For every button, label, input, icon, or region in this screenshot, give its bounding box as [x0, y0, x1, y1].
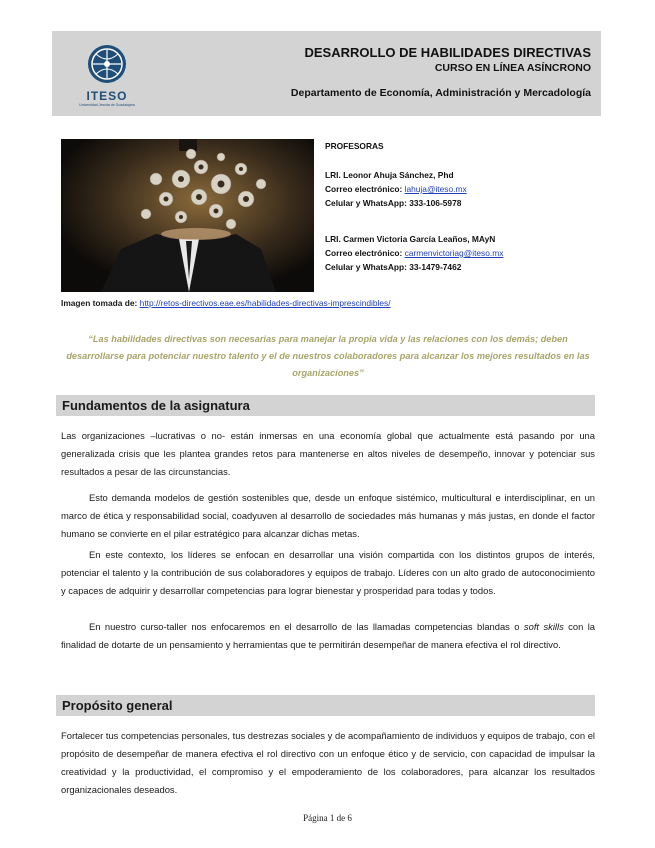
- image-source-link[interactable]: http://retos-directivos.eae.es/habilidades-directivas-imprescindibles/: [139, 298, 391, 308]
- professor-1-phone: 333-106-5978: [409, 198, 462, 208]
- image-caption: Imagen tomada de: http://retos-directivos.eae.es/habilidades-directivas-imprescindibles/: [61, 298, 391, 308]
- professor-2-name: LRI. Carmen Victoria García Leaños, MAyN: [325, 234, 496, 244]
- professor-2-email-link[interactable]: carmenvictoriag@iteso.mx: [404, 248, 504, 258]
- paragraph-2: Esto demanda modelos de gestión sostenibles que, desde un enfoque sistémico, multicultural e interdisciplinar, en un marco de ética y responsabilidad social, coadyuven al desarrollo de sociedades más humanas y más justas, en donde el factor humano se convierte en el pilar estratégico para alcanzar dichas metas.: [61, 492, 595, 539]
- iteso-emblem-icon: [74, 40, 140, 90]
- paragraph-4: En nuestro curso-taller nos enfocaremos en el desarrollo de las llamadas competencias blandas o soft skills con la finalidad de dotarte de un pensamiento y herramientas que te permitirán desempeñar de manera efectiva el rol directivo.: [61, 621, 596, 650]
- page-footer: Página 1 de 6: [303, 813, 352, 823]
- paragraph-1: Las organizaciones –lucrativas o no- están inmersas en una economía global que actualmente está pasando por una generalizada crisis que les plantea grandes retos para mantenerse en altos niveles de desempeño, innovar y potenciar sus resultados a pesar de las circunstancias.: [61, 430, 595, 477]
- paragraph-3: En este contexto, los líderes se enfocan en desarrollar una visión compartida con los distintos grupos de interés, potenciar el talento y la contribución de sus colaboradores y equipos de trabajo. Líderes con un alto grado de autoconocimiento y capaces de adquirir y desarrollar competencias para lograr bienestar y prosperidad para todas y todos.: [61, 549, 595, 596]
- professor-1-email-link[interactable]: lahuja@iteso.mx: [404, 184, 467, 194]
- professors-heading: PROFESORAS: [325, 141, 384, 151]
- iteso-logo: [74, 40, 140, 112]
- professor-2-phone: 33-1479-7462: [409, 262, 462, 272]
- professor-1-name: LRI. Leonor Ahuja Sánchez, Phd: [325, 170, 454, 180]
- section-heading-proposito: Propósito general: [56, 695, 595, 716]
- gears-photo: [61, 139, 314, 292]
- logo-text: ITESO: [86, 89, 128, 103]
- professor-2-phone-line: Celular y WhatsApp: 33-1479-7462: [325, 262, 462, 272]
- section-heading-fundamentos: Fundamentos de la asignatura: [56, 395, 595, 416]
- logo-subtext: Universidad Jesuita de Guadalajara: [79, 103, 135, 107]
- professor-2-email-line: Correo electrónico: carmenvictoriag@iteso.mx: [325, 248, 504, 258]
- professor-1-phone-line: Celular y WhatsApp: 333-106-5978: [325, 198, 462, 208]
- quote: “Las habilidades directivas son necesarias para manejar la propia vida y las relaciones con los demás; deben desarrollarse para potenciar nuestro talento y el de nuestros colaboradores para alcanzar los mejores resultados en las organizaciones”: [66, 334, 590, 378]
- paragraph-5: Fortalecer tus competencias personales, tus destrezas sociales y de acompañamiento de individuos y equipos de trabajo, con el propósito de desempeñar de manera efectiva el rol directivo con un enfoque ético y de servicio, con capacidad de impulsar la creatividad y la productividad, el compromiso y el empoderamiento de los colaboradores, para alcanzar los resultados organizacionales deseados.: [61, 730, 595, 795]
- department-name: Departamento de Economía, Administración y Mercadología: [290, 87, 591, 99]
- document-header: [52, 31, 601, 116]
- course-subtitle: CURSO EN LÍNEA ASÍNCRONO: [434, 62, 591, 74]
- gears-image-icon: [61, 139, 314, 292]
- professor-1-email-line: Correo electrónico: lahuja@iteso.mx: [325, 184, 467, 194]
- course-title: DESARROLLO DE HABILIDADES DIRECTIVAS: [304, 45, 591, 60]
